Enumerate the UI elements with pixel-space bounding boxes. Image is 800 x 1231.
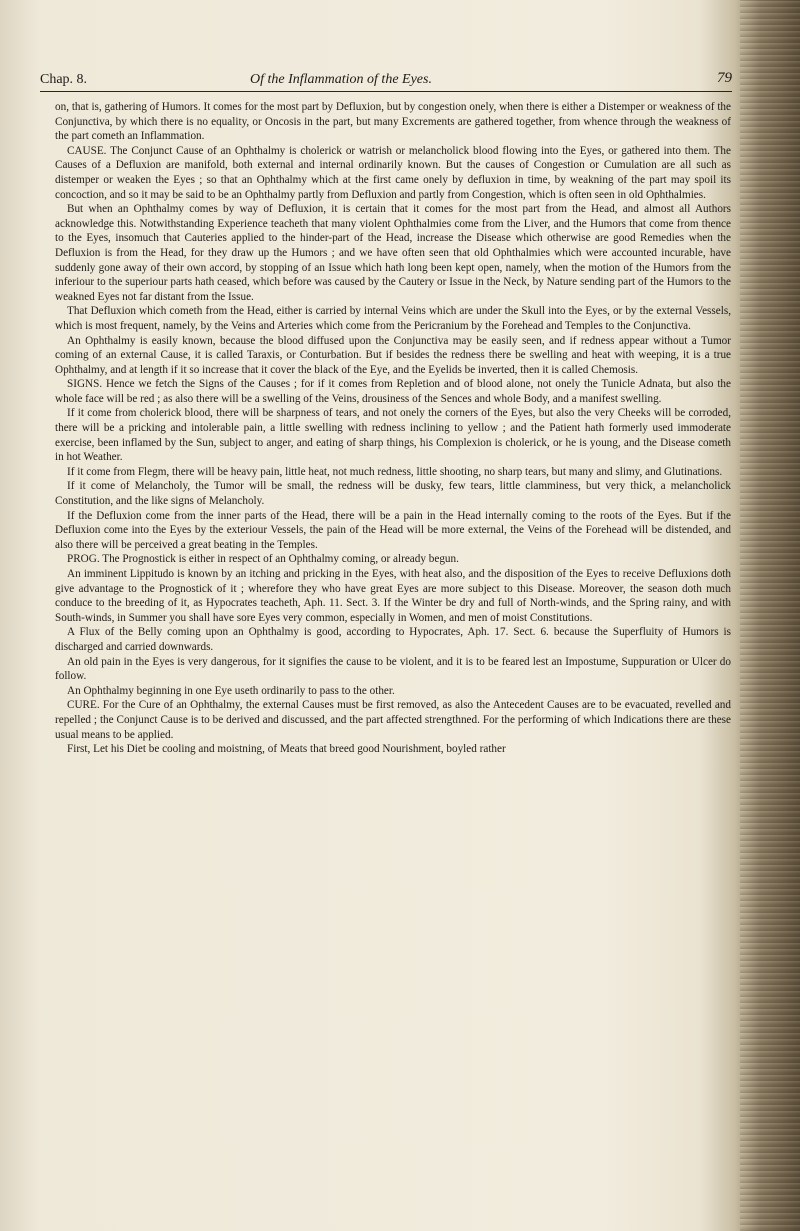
paragraph: If it come from Flegm, there will be heavy pain, little heat, not much redness, little shooting, no sharp tears, but many and slimy, and Glutinations. — [67, 465, 723, 478]
paragraph: If it come from cholerick blood, there will be sharpness of tears, and not onely the corners of the Eyes, but also the very Cheeks will be corroded, there will be a pricking and intolerable pain, a little swelling with redness inclining to yellow ; and the Patient hath formerly used immoderate exercise, been inflamed by the Sun, subject to anger, and eating of sharp things, his Complexion is cholerick, or he is young, and the Disease cometh in hot Weather. — [55, 407, 731, 464]
paragraph: If the Defluxion come from the inner parts of the Head, there will be a pain in the Head internally coming to the roots of the Eyes. But if the Defluxion come into the Eyes by the exteriour Vessels, the pain of the Head will be more external, the Veins of the Forehead will be distended, and also there will be perceived a great beating in the Temples. — [55, 509, 731, 551]
header-rule — [40, 91, 732, 92]
paragraph: An Ophthalmy is easily known, because the blood diffused upon the Conjunctiva may be easily seen, and if redness appear without a Tumor coming of an external Cause, it is called Taraxis, or Conturbation. But if besides the redness there be swelling and heat with weeping, it is a true Ophthalmy, and at length if it so increase that it cover the black of the Eye, and the Eyelids be inverted, then it is called Chemosis. — [55, 334, 731, 376]
paragraph: An imminent Lippitudo is known by an itching and pricking in the Eyes, with heat also, and the disposition of the Eyes to receive Defluxions doth give advantage to the Prognostick of it ; wherefore they who have great Eyes are more subject to this Disease. Moreover, the season doth much conduce to the breeding of it, as Hypocrates teacheth, Aph. 11. Sect. 3. If the Winter be dry and full of North-winds, and the Spring rainy, and with South-winds, in Summer you shall have sore Eyes very common, especially in Women, and men of moist Constitutions. — [55, 568, 731, 624]
paragraph: on, that is, gathering of Humors. It comes for the most part by Defluxion, but by congestion onely, when there is either a Distemper or weakness of the Conjunctiva, by which there is no equality, or Oncosis in the part, but many Excrements are gathered together, from whence through the weakness of the part cometh an Inflammation. — [55, 101, 731, 143]
paragraph-prog: PROG. The Prognostick is either in respect of an Ophthalmy coming, or already begun. — [67, 553, 459, 566]
body-text — [55, 100, 731, 757]
paragraph-cure: CURE. For the Cure of an Ophthalmy, the external Causes must be first removed, as also the Antecedent Causes are to be evacuated, revelled and repelled ; the Conjunct Cause is to be derived and discussed, and the part affected strengthned. For the performing of which Indications there are these usual means to be applied. — [55, 699, 731, 741]
paragraph: An Ophthalmy beginning in one Eye useth ordinarily to pass to the other. — [67, 684, 395, 697]
paragraph-signs: SIGNS. Hence we fetch the Signs of the Causes ; for if it comes from Repletion and of blood alone, not onely the Tunicle Adnata, but also the whole face will be red ; as also there will be a swelling of the Veins, drousiness of the Sences and whole Body, and a manifest swelling. — [55, 378, 731, 405]
page-binding-edge — [740, 0, 800, 1231]
paragraph: A Flux of the Belly coming upon an Ophthalmy is good, according to Hypocrates, Aph. 17. Sect. 6. because the Superfluity of Humors is discharged and carried downwards. — [55, 626, 731, 653]
paragraph: That Defluxion which cometh from the Head, either is carried by internal Veins which are under the Skull into the Eyes, or by the external Vessels, which is most frequent, namely, by the Veins and Arteries which come from the Pericranium by the Forehead and Temples to the Conjunctiva. — [55, 305, 731, 332]
paragraph-cause: CAUSE. The Conjunct Cause of an Ophthalmy is cholerick or watrish or melancholick blood flowing into the Eyes, or gathered into them. The Causes of a Defluxion are manifold, both external and internal ordinarily known. But the causes of Congestion or Cumulation are all such as distemper or weaken the Eyes ; so that an Ophthalmy which at the first came onely by defluxion in time, by weakning of the part may spoil its concoction, and so it may be said to be an Ophthalmy partly from Defluxion and partly from Congestion, which is often seen in old Ophthalmies. — [55, 144, 731, 201]
paragraph: If it come of Melancholy, the Tumor will be small, the redness will be dusky, few tears, little clamminess, but very thick, a melancholick Constitution, and the like signs of Melancholy. — [55, 480, 731, 508]
chapter-label: Chap. 8. — [40, 72, 88, 87]
paragraph: First, Let his Diet be cooling and moistning, of Meats that breed good Nourishment, boyled rather — [67, 743, 506, 756]
page-number: 79 — [717, 70, 732, 86]
paragraph: But when an Ophthalmy comes by way of Defluxion, it is certain that it comes for the most part from the Head, and almost all Authors acknowledge this. Notwithstanding Experience teacheth that many violent Ophthalmies come from the Liver, and the Humors that come from thence to the Eyes, insomuch that Cauteries applied to the hinder-part of the Head, increase the Disease which otherwise are good Remedies when the Defluxion is from the Head, for they draw up the Humors ; and we have often seen that old Ophthalmies which were accounted incurable, have suddenly gone away of their own accord, by stopping of an Issue which hath long been kept open, namely, when the motion of the Humors from the inferiour to the superiour parts hath ceased, which before was caused by the Cautery or Issue in the Neck, by Nature sending part of the Humors to the weakned Eyes not far distant from the Issue. — [55, 203, 731, 303]
running-head — [40, 68, 732, 92]
paragraph: An old pain in the Eyes is very dangerous, for it signifies the cause to be violent, and it is to be feared lest an Impostume, Suppuration or Ulcer do follow. — [55, 655, 731, 683]
chapter-title: Of the Inflammation of the Eyes. — [250, 72, 432, 87]
